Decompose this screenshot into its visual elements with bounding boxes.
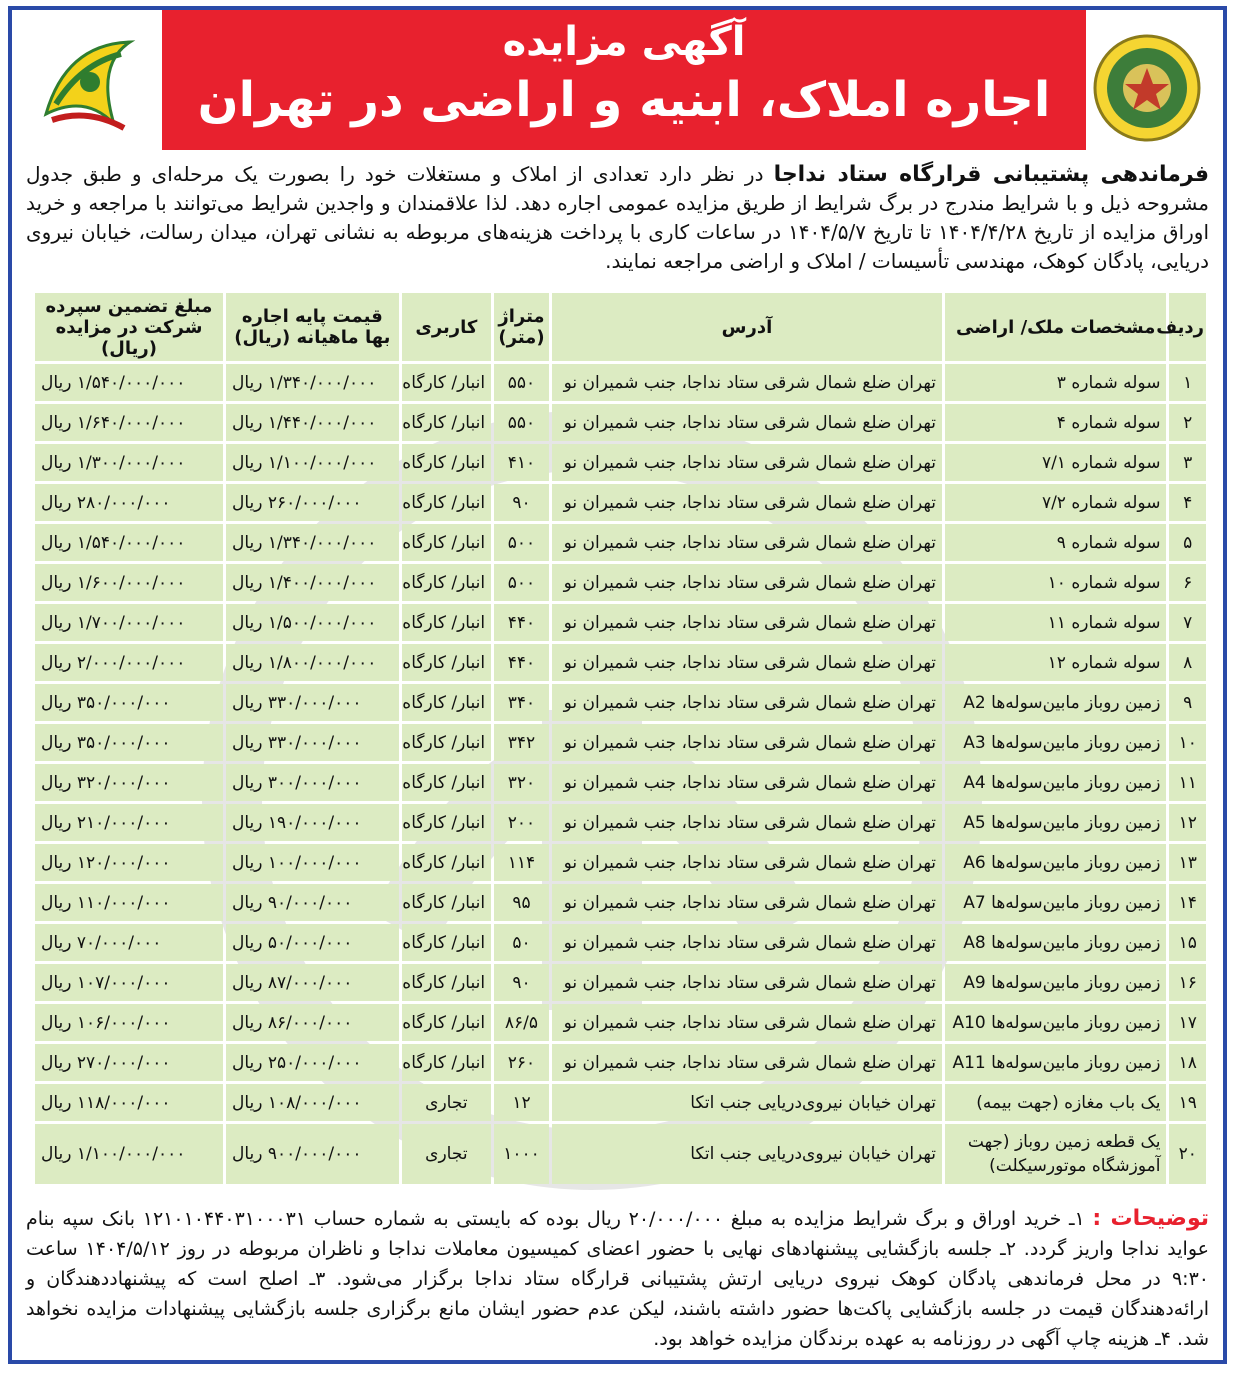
cell-rent: ۱/۵۰۰/۰۰۰/۰۰۰ ریال	[226, 604, 399, 641]
cell-address: تهران خیابان نیروی‌دریایی جنب اتکا	[552, 1124, 942, 1184]
cell-area: ۹۵	[494, 884, 549, 921]
cell-address: تهران ضلع شمال شرقی ستاد نداجا، جنب شمیران نو	[552, 524, 942, 561]
notes-section	[26, 1204, 1209, 1354]
header-usage: کاربری	[402, 293, 491, 361]
cell-deposit: ۱۰۶/۰۰۰/۰۰۰ ریال	[35, 1004, 223, 1041]
cell-address: تهران ضلع شمال شرقی ستاد نداجا، جنب شمیران نو	[552, 764, 942, 801]
cell-usage: انبار/ کارگاه	[402, 684, 491, 721]
cell-property: یک قطعه زمین روباز (جهت آموزشگاه موتورسیکلت)	[945, 1124, 1166, 1184]
table-row	[35, 364, 1206, 401]
cell-deposit: ۱/۱۰۰/۰۰۰/۰۰۰ ریال	[35, 1124, 223, 1184]
cell-rent: ۳۰۰/۰۰۰/۰۰۰ ریال	[226, 764, 399, 801]
cell-deposit: ۱/۵۴۰/۰۰۰/۰۰۰ ریال	[35, 364, 223, 401]
cell-num: ۷	[1169, 604, 1206, 641]
cell-address: تهران ضلع شمال شرقی ستاد نداجا، جنب شمیران نو	[552, 724, 942, 761]
cell-num: ۲	[1169, 404, 1206, 441]
cell-num: ۵	[1169, 524, 1206, 561]
navy-logo	[26, 24, 150, 148]
cell-area: ۸۶/۵	[494, 1004, 549, 1041]
cell-property: زمین روباز مابین‌سوله‌ها A9	[945, 964, 1166, 1001]
cell-address: تهران ضلع شمال شرقی ستاد نداجا، جنب شمیران نو	[552, 484, 942, 521]
auction-table	[32, 290, 1209, 1187]
table-row	[35, 1124, 1206, 1184]
cell-deposit: ۱/۳۰۰/۰۰۰/۰۰۰ ریال	[35, 444, 223, 481]
cell-rent: ۵۰/۰۰۰/۰۰۰ ریال	[226, 924, 399, 961]
cell-area: ۴۱۰	[494, 444, 549, 481]
cell-num: ۶	[1169, 564, 1206, 601]
cell-rent: ۸۷/۰۰۰/۰۰۰ ریال	[226, 964, 399, 1001]
cell-rent: ۱/۴۰۰/۰۰۰/۰۰۰ ریال	[226, 564, 399, 601]
army-emblem-icon	[1091, 32, 1203, 144]
cell-property: زمین روباز مابین‌سوله‌ها A8	[945, 924, 1166, 961]
cell-deposit: ۱/۶۴۰/۰۰۰/۰۰۰ ریال	[35, 404, 223, 441]
cell-num: ۱۳	[1169, 844, 1206, 881]
cell-usage: تجاری	[402, 1084, 491, 1121]
table-row	[35, 844, 1206, 881]
cell-property: سوله شماره ۳	[945, 364, 1166, 401]
cell-property: زمین روباز مابین‌سوله‌ها A4	[945, 764, 1166, 801]
cell-num: ۱۸	[1169, 1044, 1206, 1081]
cell-rent: ۱۰۰/۰۰۰/۰۰۰ ریال	[226, 844, 399, 881]
cell-address: تهران ضلع شمال شرقی ستاد نداجا، جنب شمیران نو	[552, 564, 942, 601]
cell-deposit: ۳۲۰/۰۰۰/۰۰۰ ریال	[35, 764, 223, 801]
cell-deposit: ۱۲۰/۰۰۰/۰۰۰ ریال	[35, 844, 223, 881]
cell-property: سوله شماره ۱۲	[945, 644, 1166, 681]
cell-address: تهران ضلع شمال شرقی ستاد نداجا، جنب شمیران نو	[552, 844, 942, 881]
cell-rent: ۲۶۰/۰۰۰/۰۰۰ ریال	[226, 484, 399, 521]
organization-name: فرماندهی پشتیبانی قرارگاه ستاد نداجا	[773, 162, 1210, 187]
cell-num: ۱۰	[1169, 724, 1206, 761]
header-property: مشخصات ملک/ اراضی	[945, 293, 1166, 361]
cell-deposit: ۲۱۰/۰۰۰/۰۰۰ ریال	[35, 804, 223, 841]
cell-rent: ۲۵۰/۰۰۰/۰۰۰ ریال	[226, 1044, 399, 1081]
cell-property: سوله شماره ۹	[945, 524, 1166, 561]
cell-deposit: ۱۱۸/۰۰۰/۰۰۰ ریال	[35, 1084, 223, 1121]
cell-area: ۹۰	[494, 484, 549, 521]
cell-usage: انبار/ کارگاه	[402, 1004, 491, 1041]
notes-title: توضیحات :	[1092, 1206, 1209, 1231]
cell-area: ۴۴۰	[494, 604, 549, 641]
cell-num: ۹	[1169, 684, 1206, 721]
cell-usage: انبار/ کارگاه	[402, 724, 491, 761]
cell-rent: ۱/۸۰۰/۰۰۰/۰۰۰ ریال	[226, 644, 399, 681]
cell-usage: انبار/ کارگاه	[402, 484, 491, 521]
cell-property: سوله شماره ۷/۲	[945, 484, 1166, 521]
cell-usage: انبار/ کارگاه	[402, 1044, 491, 1081]
table-row	[35, 924, 1206, 961]
cell-area: ۵۰۰	[494, 524, 549, 561]
cell-deposit: ۱۰۷/۰۰۰/۰۰۰ ریال	[35, 964, 223, 1001]
cell-deposit: ۱/۵۴۰/۰۰۰/۰۰۰ ریال	[35, 524, 223, 561]
table-row	[35, 644, 1206, 681]
cell-area: ۲۰۰	[494, 804, 549, 841]
cell-rent: ۱/۱۰۰/۰۰۰/۰۰۰ ریال	[226, 444, 399, 481]
cell-rent: ۱/۳۴۰/۰۰۰/۰۰۰ ریال	[226, 364, 399, 401]
cell-usage: انبار/ کارگاه	[402, 964, 491, 1001]
cell-rent: ۸۶/۰۰۰/۰۰۰ ریال	[226, 1004, 399, 1041]
header-address: آدرس	[552, 293, 942, 361]
table-row	[35, 884, 1206, 921]
title-line-1: آگهی مزایده	[502, 19, 746, 65]
cell-usage: انبار/ کارگاه	[402, 844, 491, 881]
cell-deposit: ۲/۰۰۰/۰۰۰/۰۰۰ ریال	[35, 644, 223, 681]
cell-num: ۲۰	[1169, 1124, 1206, 1184]
table-row	[35, 1044, 1206, 1081]
ad-frame	[8, 6, 1227, 1364]
cell-property: زمین روباز مابین‌سوله‌ها A6	[945, 844, 1166, 881]
cell-usage: انبار/ کارگاه	[402, 764, 491, 801]
intro-body: در نظر دارد تعدادی از املاک و مستغلات خود را بصورت یک مرحله‌ای و طبق جدول مشروحه ذیل و با شرایط مندرج در برگ شرایط از طریق مزایده عمومی اجاره دهد. لذا علاقمندان و واجدین شرایط می‌توانند با مراجعه و خرید اوراق مزایده از تاریخ ۱۴۰۴/۴/۲۸ تا تاریخ ۱۴۰۴/۵/۷ در ساعات کاری با پرداخت هزینه‌های مربوطه به نشانی تهران، میدان رسالت، خیابان نیروی دریایی، پادگان کوهک، مهندسی تأسیسات / املاک و اراضی مراجعه نمایند.	[26, 162, 1210, 273]
cell-deposit: ۳۵۰/۰۰۰/۰۰۰ ریال	[35, 684, 223, 721]
cell-num: ۱۹	[1169, 1084, 1206, 1121]
header-deposit: مبلغ تضمین سپرده شرکت در مزایده (ریال)	[35, 293, 223, 361]
cell-area: ۱۲	[494, 1084, 549, 1121]
cell-deposit: ۳۵۰/۰۰۰/۰۰۰ ریال	[35, 724, 223, 761]
header-area: متراژ (متر)	[494, 293, 549, 361]
cell-num: ۱۵	[1169, 924, 1206, 961]
table-row	[35, 564, 1206, 601]
cell-num: ۱۱	[1169, 764, 1206, 801]
cell-rent: ۳۳۰/۰۰۰/۰۰۰ ریال	[226, 724, 399, 761]
header-rent: قیمت پایه اجاره بها ماهیانه (ریال)	[226, 293, 399, 361]
cell-address: تهران ضلع شمال شرقی ستاد نداجا، جنب شمیران نو	[552, 1044, 942, 1081]
cell-area: ۴۴۰	[494, 644, 549, 681]
cell-area: ۵۰۰	[494, 564, 549, 601]
cell-area: ۳۴۰	[494, 684, 549, 721]
cell-property: زمین روباز مابین‌سوله‌ها A2	[945, 684, 1166, 721]
cell-rent: ۱۰۸/۰۰۰/۰۰۰ ریال	[226, 1084, 399, 1121]
cell-usage: انبار/ کارگاه	[402, 924, 491, 961]
cell-usage: انبار/ کارگاه	[402, 604, 491, 641]
cell-num: ۱	[1169, 364, 1206, 401]
cell-rent: ۳۳۰/۰۰۰/۰۰۰ ریال	[226, 684, 399, 721]
cell-rent: ۹۰۰/۰۰۰/۰۰۰ ریال	[226, 1124, 399, 1184]
cell-deposit: ۱۱۰/۰۰۰/۰۰۰ ریال	[35, 884, 223, 921]
cell-property: سوله شماره ۱۰	[945, 564, 1166, 601]
cell-property: سوله شماره ۷/۱	[945, 444, 1166, 481]
cell-property: زمین روباز مابین‌سوله‌ها A5	[945, 804, 1166, 841]
cell-rent: ۹۰/۰۰۰/۰۰۰ ریال	[226, 884, 399, 921]
cell-deposit: ۱/۶۰۰/۰۰۰/۰۰۰ ریال	[35, 564, 223, 601]
cell-property: زمین روباز مابین‌سوله‌ها A10	[945, 1004, 1166, 1041]
table-row	[35, 1084, 1206, 1121]
cell-address: تهران ضلع شمال شرقی ستاد نداجا، جنب شمیران نو	[552, 604, 942, 641]
cell-area: ۵۰	[494, 924, 549, 961]
cell-num: ۳	[1169, 444, 1206, 481]
cell-address: تهران ضلع شمال شرقی ستاد نداجا، جنب شمیران نو	[552, 404, 942, 441]
cell-property: سوله شماره ۴	[945, 404, 1166, 441]
header-num: ردیف	[1169, 293, 1206, 361]
cell-num: ۸	[1169, 644, 1206, 681]
cell-deposit: ۲۸۰/۰۰۰/۰۰۰ ریال	[35, 484, 223, 521]
table-row	[35, 804, 1206, 841]
cell-num: ۱۲	[1169, 804, 1206, 841]
cell-usage: انبار/ کارگاه	[402, 644, 491, 681]
cell-area: ۱۱۴	[494, 844, 549, 881]
table-row	[35, 684, 1206, 721]
cell-address: تهران ضلع شمال شرقی ستاد نداجا، جنب شمیران نو	[552, 964, 942, 1001]
cell-usage: انبار/ کارگاه	[402, 364, 491, 401]
table-row	[35, 724, 1206, 761]
cell-address: تهران ضلع شمال شرقی ستاد نداجا، جنب شمیران نو	[552, 804, 942, 841]
cell-deposit: ۱/۷۰۰/۰۰۰/۰۰۰ ریال	[35, 604, 223, 641]
table-row	[35, 524, 1206, 561]
cell-area: ۲۶۰	[494, 1044, 549, 1081]
title-line-2: اجاره املاک، ابنیه و اراضی در تهران	[197, 72, 1051, 128]
cell-usage: انبار/ کارگاه	[402, 804, 491, 841]
cell-usage: انبار/ کارگاه	[402, 524, 491, 561]
cell-address: تهران ضلع شمال شرقی ستاد نداجا، جنب شمیران نو	[552, 444, 942, 481]
cell-area: ۵۵۰	[494, 404, 549, 441]
cell-address: تهران ضلع شمال شرقی ستاد نداجا، جنب شمیران نو	[552, 364, 942, 401]
cell-rent: ۱/۴۴۰/۰۰۰/۰۰۰ ریال	[226, 404, 399, 441]
cell-area: ۳۴۲	[494, 724, 549, 761]
table-row	[35, 764, 1206, 801]
cell-usage: انبار/ کارگاه	[402, 564, 491, 601]
cell-address: تهران ضلع شمال شرقی ستاد نداجا، جنب شمیران نو	[552, 884, 942, 921]
cell-deposit: ۷۰/۰۰۰/۰۰۰ ریال	[35, 924, 223, 961]
cell-property: یک باب مغازه (جهت بیمه)	[945, 1084, 1166, 1121]
cell-num: ۴	[1169, 484, 1206, 521]
table-row	[35, 444, 1206, 481]
cell-property: زمین روباز مابین‌سوله‌ها A7	[945, 884, 1166, 921]
cell-area: ۱۰۰۰	[494, 1124, 549, 1184]
table-row	[35, 964, 1206, 1001]
cell-usage: تجاری	[402, 1124, 491, 1184]
table-row	[35, 404, 1206, 441]
cell-deposit: ۲۷۰/۰۰۰/۰۰۰ ریال	[35, 1044, 223, 1081]
cell-num: ۱۶	[1169, 964, 1206, 1001]
cell-address: تهران ضلع شمال شرقی ستاد نداجا، جنب شمیران نو	[552, 644, 942, 681]
cell-rent: ۱/۳۴۰/۰۰۰/۰۰۰ ریال	[226, 524, 399, 561]
cell-address: تهران خیابان نیروی‌دریایی جنب اتکا	[552, 1084, 942, 1121]
cell-address: تهران ضلع شمال شرقی ستاد نداجا، جنب شمیران نو	[552, 924, 942, 961]
table-row	[35, 484, 1206, 521]
cell-usage: انبار/ کارگاه	[402, 884, 491, 921]
table-header-row	[35, 293, 1206, 361]
cell-rent: ۱۹۰/۰۰۰/۰۰۰ ریال	[226, 804, 399, 841]
cell-property: زمین روباز مابین‌سوله‌ها A11	[945, 1044, 1166, 1081]
cell-num: ۱۴	[1169, 884, 1206, 921]
table-row	[35, 604, 1206, 641]
cell-property: سوله شماره ۱۱	[945, 604, 1166, 641]
table-row	[35, 1004, 1206, 1041]
cell-address: تهران ضلع شمال شرقی ستاد نداجا، جنب شمیران نو	[552, 684, 942, 721]
cell-area: ۹۰	[494, 964, 549, 1001]
cell-area: ۳۲۰	[494, 764, 549, 801]
intro-paragraph	[26, 160, 1209, 276]
cell-area: ۵۵۰	[494, 364, 549, 401]
cell-property: زمین روباز مابین‌سوله‌ها A3	[945, 724, 1166, 761]
cell-num: ۱۷	[1169, 1004, 1206, 1041]
cell-usage: انبار/ کارگاه	[402, 404, 491, 441]
notes-body: ۱ـ خرید اوراق و برگ شرایط مزایده به مبلغ ۲۰/۰۰۰/۰۰۰ ریال بوده که بایستی به شماره حساب ۱۲۱۰۱۰۴۴۰۳۱۰۰۰۳۱ بانک سپه بنام عواید نداجا واریز گردد. ۲ـ جلسه بازگشایی پیشنهادهای نهایی با حضور اعضای کمیسیون معاملات نداجا و ناظران مربوطه در روز ۱۴۰۴/۵/۱۲ ساعت ۹:۳۰ در محل فرماندهی پادگان کوهک نیروی دریایی ارتش پشتیبانی قرارگاه ستاد نداجا برگزار می‌شود. ۳ـ اصلح است که پیشنهاددهندگان و ارائه‌دهندگان قیمت در جلسه بازگشایی پاکت‌ها حضور داشته باشند، لیکن عدم حضور ایشان مانع برگزاری جلسه بازگشایی پیشنهادات مزایده نخواهد شد. ۴ـ هزینه چاپ آگهی در روزنامه به عهده برندگان مزایده خواهد بود.	[26, 1208, 1209, 1350]
cell-usage: انبار/ کارگاه	[402, 444, 491, 481]
header-banner	[162, 10, 1086, 150]
cell-address: تهران ضلع شمال شرقی ستاد نداجا، جنب شمیران نو	[552, 1004, 942, 1041]
